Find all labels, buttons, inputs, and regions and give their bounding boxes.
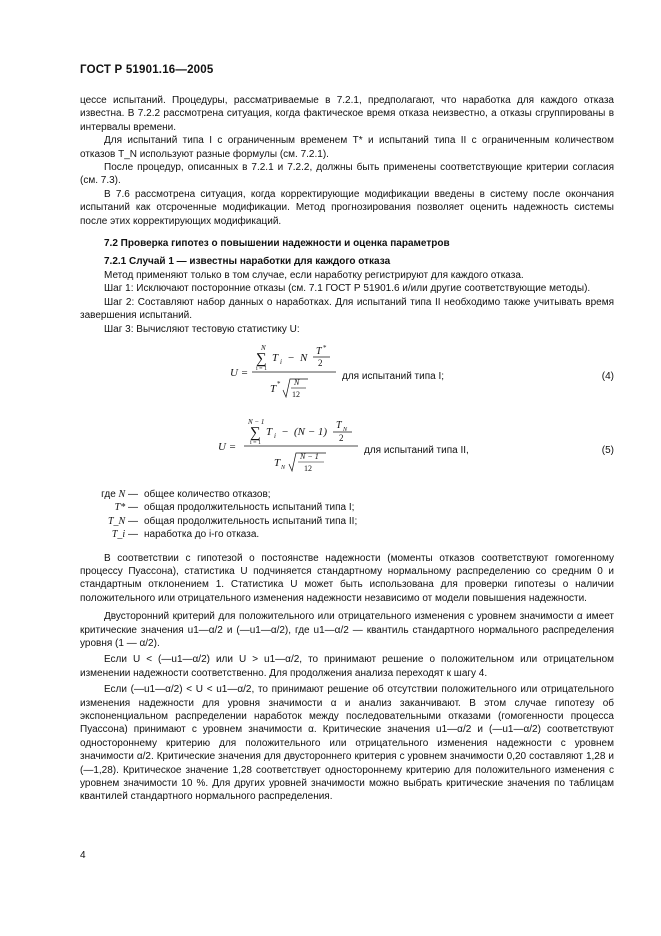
formula-4-condition: для испытаний типа I; <box>342 370 445 382</box>
formula-4-minus: − <box>288 351 295 364</box>
formula-5-term1: T <box>266 425 273 438</box>
definitions-list <box>80 488 614 542</box>
formula-4-sum-top: N <box>261 343 266 352</box>
paragraph-step-1: Шаг 1: Исключают посторонние отказы (см. 7.1 ГОСТ Р 51901.6 и/или другие соответствующие методы). <box>104 283 591 295</box>
paragraph-step-3: Шаг 3: Вычисляют тестовую статистику U: <box>104 323 300 335</box>
definition-row: T_i — наработка до i-го отказа. <box>111 529 260 541</box>
formula-5-tn: T <box>336 419 342 431</box>
definition-text-ti: наработка до i-го отказа. <box>144 529 260 541</box>
subsection-heading-7-2-1: 7.2.1 Случай 1 — известны наработки для каждого отказа <box>104 256 391 268</box>
paragraph-two-sided-criterion: Двусторонний критерий для положительного или отрицательного изменения с уровнем значимости α имеет критические значения u1—α/2 и (—u1—α/2), где u1—α/2 — квантиль стандартного нормального распределения уровня (1 — α/2). <box>80 611 614 649</box>
definition-text-tstar: общая продолжительность испытаний типа I; <box>144 502 355 514</box>
formula-5-minus: − <box>282 425 289 438</box>
formula-4-term1: T <box>272 351 279 364</box>
svg-text:i: i <box>280 357 282 366</box>
formula-5-coef: (N − 1) <box>294 425 328 438</box>
formula-4-n: N <box>300 351 308 364</box>
svg-text:i: i <box>274 431 276 440</box>
formula-4-number: (4) <box>601 370 614 382</box>
definition-symbol-n: N <box>118 488 126 500</box>
paragraph-decision-2: Если (—u1—α/2) < U < u1—α/2, то принимают решение об отсутствии положительного или отрицательного изменения надежности для уровня значимости α и анализ заканчивают. В этом случае гипотезу об экспоненциальном распределении наработок между последовательными отказами (гомогенности процесса Пуассона) принимают с уровнем значимости α. Критические значения u1—α/2 и (—u1—α/2) соответствуют одностороннему критерию для положительного или отрицательного изменения надежности с уровнем значимости α/2. Критические значения для двустороннего критерия с уровнем значимости 0,20 составляют 1,28 и (—1,28). Критическое значение 1,28 соответствует одностороннему критерию для положительного изменения с уровнем значимости 10 %. Для других уровней значимости можно выбрать критические значения по таблицам квантилей стандартного нормального распределения. <box>80 684 614 803</box>
formula-4-sum-bottom: i = 1 <box>256 365 268 372</box>
definitions-where: где <box>101 488 116 500</box>
paragraph-step-2: Шаг 2: Составляют набор данных о наработках. Для испытаний типа II необходимо также учитывать время завершения испытаний. <box>80 296 614 322</box>
paragraph-1: цессе испытаний. Процедуры, рассматриваемые в 7.2.1, предполагают, что наработка для каждого отказа известна. В 7.2.2 рассмотрена ситуация, когда фактическое время отказа неизвестно, а отказы сгруппированы в интервалы времени. <box>80 95 614 133</box>
paragraph-2: Для испытаний типа I с ограниченным временем T* и испытаний типа II с ограниченным количеством отказов T_N используют разные формулы (см. 7.2.1). <box>80 135 614 160</box>
definition-row: T* — общая продолжительность испытаний типа I; <box>114 502 355 514</box>
formula-5-svg <box>80 414 614 484</box>
formula-4-den-t: T <box>270 382 277 395</box>
paragraph-5: Метод применяют только в том случае, если наработку регистрируют для каждого отказа. <box>104 269 524 281</box>
definition-row: T_N — общая продолжительность испытаний типа II; <box>107 515 358 527</box>
formula-5-lhs: U = <box>218 440 237 453</box>
formula-5-half-den: 2 <box>339 432 344 443</box>
formula-4-den-frac-num: N <box>294 377 300 387</box>
formula-5-sum-bottom: i = 1 <box>250 439 262 446</box>
paragraph-poisson: В соответствии с гипотезой о постоянстве надежности (моменты отказов соответствуют гомогенному процессу Пуассона), статистика U подчиняется стандартному нормальному распределению со средним 0 и стандартным отклонением 1. Статистика U может быть использована для проверки гипотезы о наличии положительного или отрицательного изменения надежности независимо от модели повышения надежности. <box>80 552 614 604</box>
formula-5-den-frac-num: N − 1 <box>300 451 319 461</box>
formula-4-den-frac-den: 12 <box>292 389 300 399</box>
formula-5-condition: для испытаний типа II, <box>364 444 469 456</box>
formula-4-half-den: 2 <box>318 357 323 368</box>
formula-4-lhs: U = <box>230 366 249 379</box>
paragraph-3: После процедур, описанных в 7.2.1 и 7.2.2, должны быть применены соответствующие критерии согласия (см. 7.3). <box>80 162 614 187</box>
document-body <box>80 94 614 804</box>
definition-symbol-tstar: T* <box>114 502 126 514</box>
formula-5-sum-sign: ∑ <box>250 424 261 441</box>
formula-4 <box>80 340 614 410</box>
section-heading-7-2: 7.2 Проверка гипотез о повышении надежности и оценка параметров <box>104 238 450 250</box>
formula-5 <box>80 414 614 484</box>
formula-4-sum-sign: ∑ <box>256 350 267 367</box>
definition-symbol-ti: T_i <box>111 529 126 541</box>
paragraph-4: В 7.6 рассмотрена ситуация, когда корректирующие модификации введены в систему после окончания испытаний как отсроченные модификации. Метод прогнозирования позволяет оценить надежность системы после этих корректирующих модификаций. <box>80 188 614 227</box>
formula-5-sum-top: N − 1 <box>248 417 265 426</box>
svg-text:N: N <box>343 426 348 433</box>
formula-5-den-frac-den: 12 <box>304 463 312 473</box>
definition-row: где N — общее количество отказов; <box>101 488 271 500</box>
paragraph-decision-1: Если U < (—u1—α/2) или U > u1—α/2, то принимают решение о положительном или отрицательном изменении надежности соответственно. Для продолжения анализа переходят к шагу 4. <box>80 654 614 679</box>
formula-5-den-t: T <box>274 456 281 469</box>
svg-text:N: N <box>281 464 286 471</box>
formula-4-tstar: T <box>316 345 322 357</box>
formula-4-star: * <box>323 343 327 352</box>
svg-text:*: * <box>277 379 281 388</box>
formula-5-number: (5) <box>601 444 614 456</box>
definition-text-n: общее количество отказов; <box>144 488 271 500</box>
page-number: 4 <box>80 850 86 861</box>
definition-symbol-tn: T_N <box>107 515 126 527</box>
document-header: ГОСТ Р 51901.16—2005 <box>80 64 214 76</box>
definition-text-tn: общая продолжительность испытаний типа II; <box>144 515 358 527</box>
